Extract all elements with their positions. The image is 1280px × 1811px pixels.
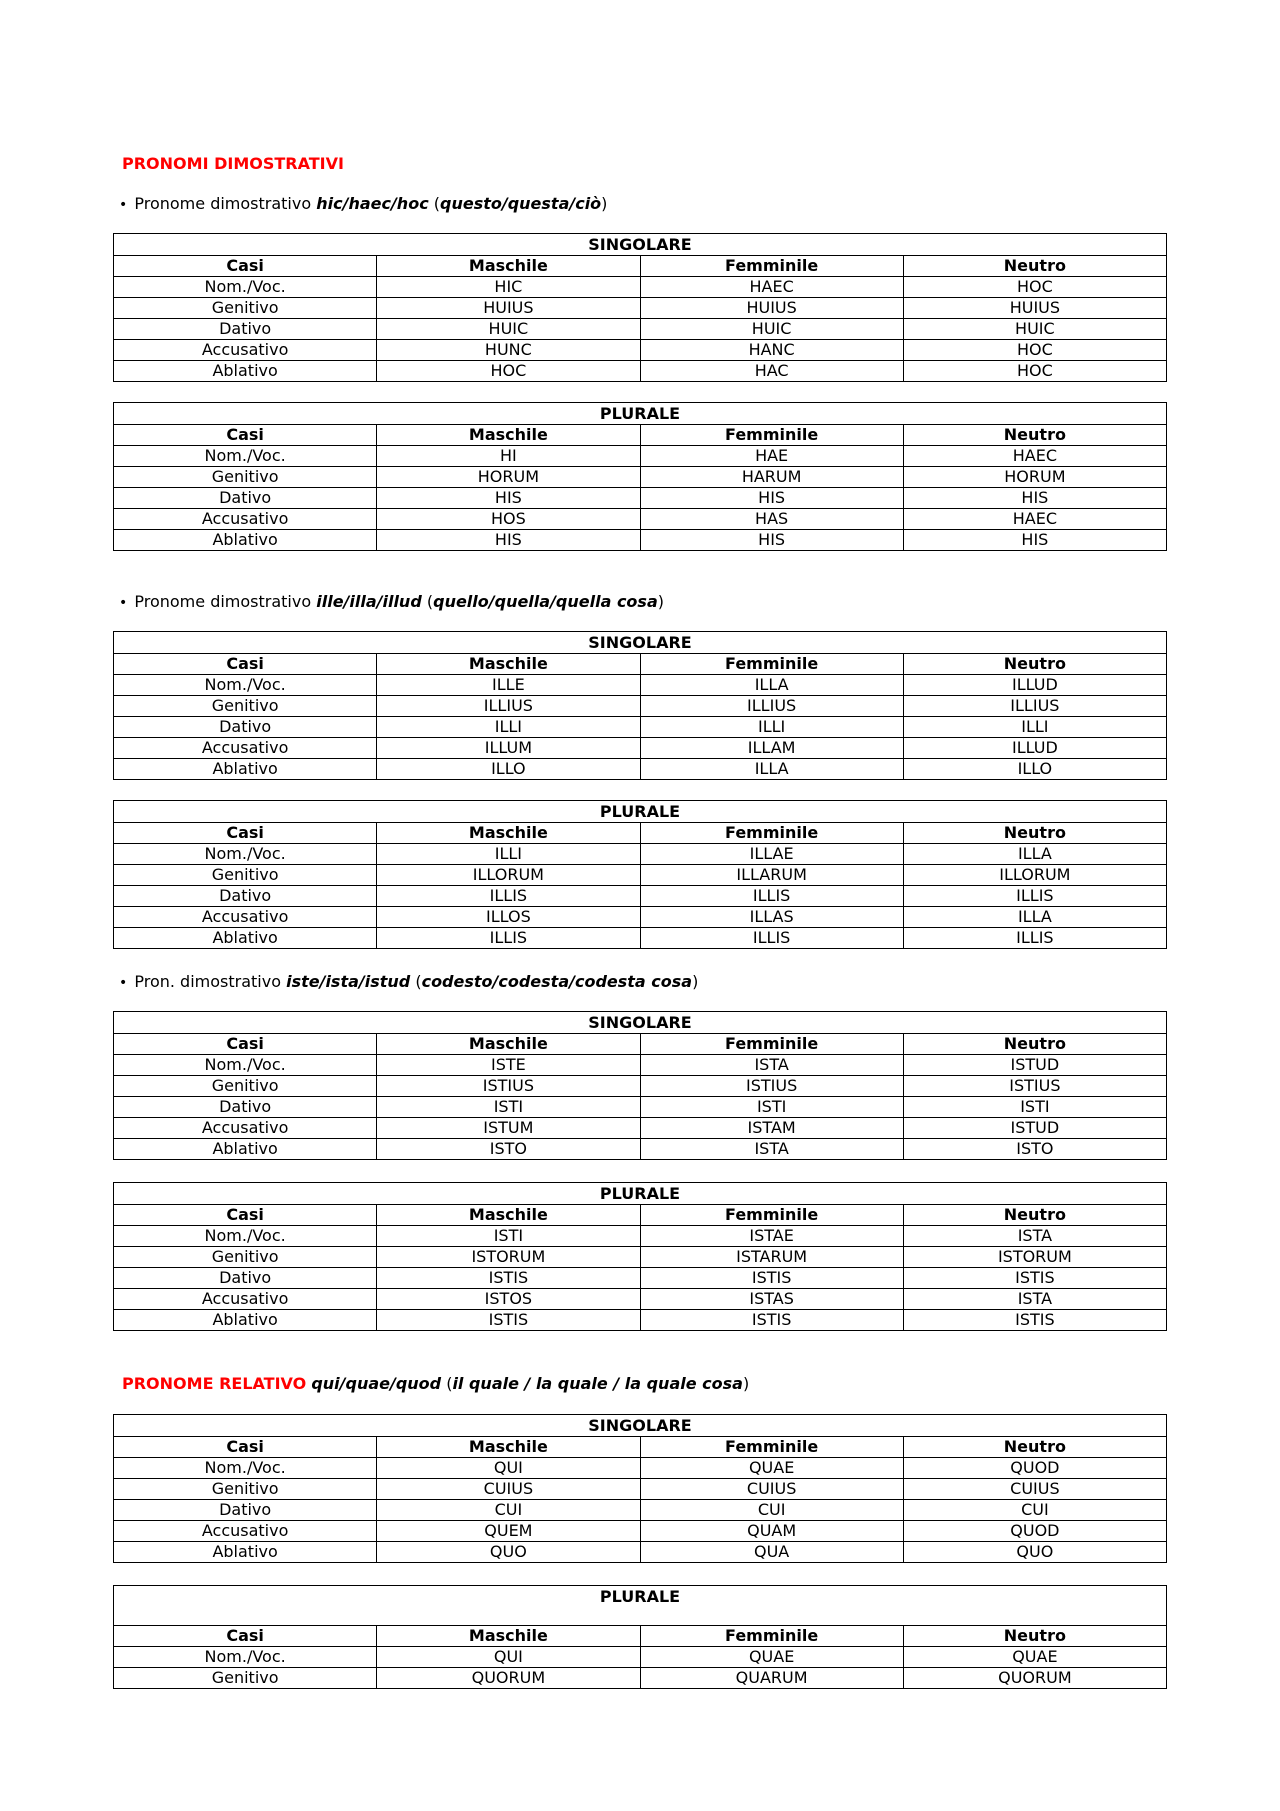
- table-row: [114, 1310, 1167, 1331]
- form-cell-femminile: ISTI: [640, 1097, 903, 1118]
- case-cell: Accusativo: [114, 340, 377, 361]
- form-cell-maschile: HOC: [377, 361, 640, 382]
- form-cell-femminile: ILLI: [640, 717, 903, 738]
- column-header-femminile: Femminile: [640, 1205, 903, 1226]
- column-header-maschile: Maschile: [377, 425, 640, 446]
- table-hic-singolare: [113, 233, 1167, 382]
- table-row: [114, 319, 1167, 340]
- case-cell: Dativo: [114, 1268, 377, 1289]
- column-header-neutro: Neutro: [903, 425, 1166, 446]
- form-cell-maschile: ISTOS: [377, 1289, 640, 1310]
- column-header-maschile: Maschile: [377, 823, 640, 844]
- form-cell-neutro: HUIC: [903, 319, 1166, 340]
- form-cell-neutro: CUI: [903, 1500, 1166, 1521]
- table-row: [114, 277, 1167, 298]
- column-header-femminile: Femminile: [640, 654, 903, 675]
- form-cell-maschile: ISTIS: [377, 1268, 640, 1289]
- number-header: PLURALE: [114, 1183, 1167, 1205]
- form-cell-maschile: ISTIS: [377, 1310, 640, 1331]
- form-cell-neutro: ISTIUS: [903, 1076, 1166, 1097]
- form-cell-femminile: ILLAS: [640, 907, 903, 928]
- form-cell-femminile: QUAE: [640, 1647, 903, 1668]
- table-row: [114, 1247, 1167, 1268]
- form-cell-maschile: HIS: [377, 530, 640, 551]
- case-cell: Accusativo: [114, 1521, 377, 1542]
- column-header-maschile: Maschile: [377, 654, 640, 675]
- table-row: [114, 696, 1167, 717]
- case-cell: Genitivo: [114, 1076, 377, 1097]
- form-cell-neutro: HIS: [903, 488, 1166, 509]
- form-cell-neutro: ILLIS: [903, 886, 1166, 907]
- column-header-neutro: Neutro: [903, 1437, 1166, 1458]
- form-cell-maschile: QUORUM: [377, 1668, 640, 1689]
- form-cell-neutro: QUAE: [903, 1647, 1166, 1668]
- table-hic-plurale: [113, 402, 1167, 551]
- number-header-row: [114, 632, 1167, 654]
- form-cell-femminile: HAE: [640, 446, 903, 467]
- column-header-row: [114, 654, 1167, 675]
- form-cell-neutro: ISTIS: [903, 1310, 1166, 1331]
- form-cell-neutro: HAEC: [903, 446, 1166, 467]
- case-cell: Genitivo: [114, 1479, 377, 1500]
- form-cell-femminile: ILLA: [640, 759, 903, 780]
- case-cell: Ablativo: [114, 1310, 377, 1331]
- form-cell-femminile: HAS: [640, 509, 903, 530]
- bullet-icon: •: [119, 197, 128, 213]
- table-row: [114, 865, 1167, 886]
- case-cell: Ablativo: [114, 928, 377, 949]
- column-header-casi: Casi: [114, 1626, 377, 1647]
- subheading-prefix: Pronome dimostrativo: [134, 194, 312, 213]
- case-cell: Genitivo: [114, 298, 377, 319]
- case-cell: Ablativo: [114, 361, 377, 382]
- form-cell-femminile: QUA: [640, 1542, 903, 1563]
- form-cell-femminile: HAEC: [640, 277, 903, 298]
- form-cell-femminile: ISTAE: [640, 1226, 903, 1247]
- form-cell-maschile: ILLO: [377, 759, 640, 780]
- form-cell-femminile: ILLA: [640, 675, 903, 696]
- column-header-femminile: Femminile: [640, 823, 903, 844]
- table-row: [114, 467, 1167, 488]
- form-cell-femminile: QUAE: [640, 1458, 903, 1479]
- table-row: [114, 759, 1167, 780]
- subheading-relative: PRONOME RELATIVO qui/quae/quod (il quale / la quale / la quale cosa): [122, 1374, 750, 1393]
- case-cell: Genitivo: [114, 1247, 377, 1268]
- form-cell-neutro: ISTI: [903, 1097, 1166, 1118]
- column-header-row: [114, 1034, 1167, 1055]
- subheading-prefix: Pron. dimostrativo: [134, 972, 281, 991]
- table-row: [114, 907, 1167, 928]
- form-cell-maschile: HIS: [377, 488, 640, 509]
- form-cell-neutro: ISTUD: [903, 1055, 1166, 1076]
- number-header-row: [114, 403, 1167, 425]
- bullet-icon: •: [119, 595, 128, 611]
- number-header-row: [114, 1415, 1167, 1437]
- table-row: [114, 488, 1167, 509]
- table-relative-plurale: [113, 1585, 1167, 1689]
- table-row: [114, 340, 1167, 361]
- number-header-row: [114, 801, 1167, 823]
- number-header: PLURALE: [114, 801, 1167, 823]
- table-relative-singolare: [113, 1414, 1167, 1563]
- form-cell-neutro: HIS: [903, 530, 1166, 551]
- form-cell-maschile: HUNC: [377, 340, 640, 361]
- number-header: SINGOLARE: [114, 1012, 1167, 1034]
- table-row: [114, 1289, 1167, 1310]
- form-cell-neutro: ISTO: [903, 1139, 1166, 1160]
- column-header-row: [114, 256, 1167, 277]
- form-cell-femminile: HUIC: [640, 319, 903, 340]
- table-row: [114, 717, 1167, 738]
- column-header-row: [114, 1205, 1167, 1226]
- form-cell-femminile: ISTIS: [640, 1268, 903, 1289]
- column-header-casi: Casi: [114, 654, 377, 675]
- column-header-maschile: Maschile: [377, 1626, 640, 1647]
- column-header-neutro: Neutro: [903, 1205, 1166, 1226]
- form-cell-neutro: HAEC: [903, 509, 1166, 530]
- relative-label: PRONOME RELATIVO: [122, 1374, 307, 1393]
- form-cell-neutro: QUO: [903, 1542, 1166, 1563]
- number-header: PLURALE: [114, 1586, 1167, 1626]
- table-row: [114, 928, 1167, 949]
- case-cell: Ablativo: [114, 759, 377, 780]
- number-header-row: [114, 1183, 1167, 1205]
- column-header-row: [114, 823, 1167, 844]
- case-cell: Nom./Voc.: [114, 1458, 377, 1479]
- column-header-row: [114, 1626, 1167, 1647]
- form-cell-neutro: HORUM: [903, 467, 1166, 488]
- subheading-prefix: Pronome dimostrativo: [134, 592, 312, 611]
- column-header-casi: Casi: [114, 1034, 377, 1055]
- case-cell: Dativo: [114, 717, 377, 738]
- table-row: [114, 1055, 1167, 1076]
- table-row: [114, 509, 1167, 530]
- table-row: [114, 1500, 1167, 1521]
- number-header-row: [114, 1012, 1167, 1034]
- column-header-maschile: Maschile: [377, 1437, 640, 1458]
- case-cell: Dativo: [114, 1097, 377, 1118]
- form-cell-femminile: CUI: [640, 1500, 903, 1521]
- column-header-maschile: Maschile: [377, 256, 640, 277]
- case-cell: Ablativo: [114, 530, 377, 551]
- table-row: [114, 361, 1167, 382]
- form-cell-neutro: HUIUS: [903, 298, 1166, 319]
- number-header-row: [114, 1586, 1167, 1626]
- form-cell-femminile: ISTA: [640, 1139, 903, 1160]
- case-cell: Accusativo: [114, 1289, 377, 1310]
- form-cell-neutro: ISTA: [903, 1289, 1166, 1310]
- column-header-row: [114, 1437, 1167, 1458]
- form-cell-neutro: ILLA: [903, 844, 1166, 865]
- number-header: SINGOLARE: [114, 1415, 1167, 1437]
- column-header-casi: Casi: [114, 425, 377, 446]
- form-cell-maschile: ILLI: [377, 844, 640, 865]
- table-row: [114, 886, 1167, 907]
- form-cell-neutro: CUIUS: [903, 1479, 1166, 1500]
- form-cell-maschile: ILLUM: [377, 738, 640, 759]
- table-row: [114, 1076, 1167, 1097]
- case-cell: Nom./Voc.: [114, 1055, 377, 1076]
- form-cell-maschile: HIC: [377, 277, 640, 298]
- form-cell-maschile: QUEM: [377, 1521, 640, 1542]
- form-cell-femminile: ISTA: [640, 1055, 903, 1076]
- table-row: [114, 298, 1167, 319]
- form-cell-maschile: ISTE: [377, 1055, 640, 1076]
- column-header-femminile: Femminile: [640, 1626, 903, 1647]
- form-cell-maschile: CUIUS: [377, 1479, 640, 1500]
- form-cell-femminile: HIS: [640, 530, 903, 551]
- pronoun-meaning: questo/questa/ciò: [440, 194, 602, 213]
- form-cell-maschile: ISTO: [377, 1139, 640, 1160]
- case-cell: Dativo: [114, 488, 377, 509]
- form-cell-neutro: ISTIS: [903, 1268, 1166, 1289]
- table-row: [114, 1268, 1167, 1289]
- pronoun-meaning: quello/quella/quella cosa: [433, 592, 658, 611]
- table-row: [114, 1521, 1167, 1542]
- table-row: [114, 844, 1167, 865]
- case-cell: Genitivo: [114, 1668, 377, 1689]
- form-cell-femminile: ISTIUS: [640, 1076, 903, 1097]
- form-cell-neutro: QUOD: [903, 1458, 1166, 1479]
- case-cell: Accusativo: [114, 1118, 377, 1139]
- form-cell-maschile: HUIUS: [377, 298, 640, 319]
- table-ille-plurale: [113, 800, 1167, 949]
- table-row: [114, 675, 1167, 696]
- form-cell-femminile: HARUM: [640, 467, 903, 488]
- number-header: SINGOLARE: [114, 632, 1167, 654]
- form-cell-femminile: QUAM: [640, 1521, 903, 1542]
- form-cell-femminile: HUIUS: [640, 298, 903, 319]
- case-cell: Ablativo: [114, 1542, 377, 1563]
- form-cell-femminile: QUARUM: [640, 1668, 903, 1689]
- table-row: [114, 1139, 1167, 1160]
- form-cell-maschile: ISTI: [377, 1226, 640, 1247]
- form-cell-neutro: ILLUD: [903, 675, 1166, 696]
- form-cell-maschile: ILLORUM: [377, 865, 640, 886]
- case-cell: Ablativo: [114, 1139, 377, 1160]
- form-cell-maschile: ISTUM: [377, 1118, 640, 1139]
- pronoun-meaning: codesto/codesta/codesta cosa: [421, 972, 693, 991]
- form-cell-neutro: ILLA: [903, 907, 1166, 928]
- form-cell-maschile: ILLIUS: [377, 696, 640, 717]
- table-row: [114, 1458, 1167, 1479]
- form-cell-neutro: HOC: [903, 340, 1166, 361]
- column-header-maschile: Maschile: [377, 1205, 640, 1226]
- column-header-casi: Casi: [114, 1437, 377, 1458]
- form-cell-femminile: HANC: [640, 340, 903, 361]
- case-cell: Accusativo: [114, 907, 377, 928]
- subheading-hic: • Pronome dimostrativo hic/haec/hoc (questo/questa/ciò): [119, 194, 608, 213]
- column-header-femminile: Femminile: [640, 1437, 903, 1458]
- table-ille-singolare: [113, 631, 1167, 780]
- column-header-casi: Casi: [114, 256, 377, 277]
- form-cell-neutro: HOC: [903, 361, 1166, 382]
- form-cell-femminile: ILLAE: [640, 844, 903, 865]
- table-row: [114, 738, 1167, 759]
- table-row: [114, 1542, 1167, 1563]
- form-cell-femminile: ISTAM: [640, 1118, 903, 1139]
- pronoun-forms: qui/quae/quod: [311, 1374, 442, 1393]
- column-header-row: [114, 425, 1167, 446]
- case-cell: Nom./Voc.: [114, 1647, 377, 1668]
- form-cell-femminile: ILLIUS: [640, 696, 903, 717]
- form-cell-femminile: ISTARUM: [640, 1247, 903, 1268]
- case-cell: Nom./Voc.: [114, 844, 377, 865]
- pronoun-meaning: il quale / la quale / la quale cosa: [452, 1374, 743, 1393]
- column-header-femminile: Femminile: [640, 425, 903, 446]
- form-cell-neutro: QUOD: [903, 1521, 1166, 1542]
- column-header-casi: Casi: [114, 1205, 377, 1226]
- form-cell-maschile: HI: [377, 446, 640, 467]
- number-header-row: [114, 234, 1167, 256]
- form-cell-neutro: ILLO: [903, 759, 1166, 780]
- form-cell-femminile: ILLARUM: [640, 865, 903, 886]
- form-cell-femminile: CUIUS: [640, 1479, 903, 1500]
- form-cell-maschile: QUI: [377, 1647, 640, 1668]
- table-row: [114, 530, 1167, 551]
- case-cell: Genitivo: [114, 467, 377, 488]
- form-cell-neutro: ILLIUS: [903, 696, 1166, 717]
- form-cell-maschile: ILLIS: [377, 886, 640, 907]
- form-cell-maschile: ILLI: [377, 717, 640, 738]
- case-cell: Genitivo: [114, 865, 377, 886]
- form-cell-maschile: QUI: [377, 1458, 640, 1479]
- column-header-femminile: Femminile: [640, 1034, 903, 1055]
- form-cell-femminile: ILLAM: [640, 738, 903, 759]
- column-header-casi: Casi: [114, 823, 377, 844]
- case-cell: Genitivo: [114, 696, 377, 717]
- table-row: [114, 1226, 1167, 1247]
- form-cell-neutro: ILLUD: [903, 738, 1166, 759]
- form-cell-maschile: ISTI: [377, 1097, 640, 1118]
- page-title: PRONOMI DIMOSTRATIVI: [122, 154, 344, 173]
- form-cell-femminile: ISTIS: [640, 1310, 903, 1331]
- table-row: [114, 1668, 1167, 1689]
- form-cell-femminile: ISTAS: [640, 1289, 903, 1310]
- form-cell-maschile: ILLOS: [377, 907, 640, 928]
- number-header: SINGOLARE: [114, 234, 1167, 256]
- column-header-neutro: Neutro: [903, 823, 1166, 844]
- column-header-neutro: Neutro: [903, 1626, 1166, 1647]
- table-row: [114, 1647, 1167, 1668]
- column-header-maschile: Maschile: [377, 1034, 640, 1055]
- form-cell-neutro: ISTA: [903, 1226, 1166, 1247]
- form-cell-femminile: ILLIS: [640, 928, 903, 949]
- form-cell-maschile: HORUM: [377, 467, 640, 488]
- case-cell: Nom./Voc.: [114, 446, 377, 467]
- form-cell-neutro: ILLORUM: [903, 865, 1166, 886]
- table-iste-singolare: [113, 1011, 1167, 1160]
- form-cell-maschile: ISTIUS: [377, 1076, 640, 1097]
- form-cell-maschile: CUI: [377, 1500, 640, 1521]
- pronoun-forms: hic/haec/hoc: [316, 194, 429, 213]
- case-cell: Nom./Voc.: [114, 675, 377, 696]
- table-iste-plurale: [113, 1182, 1167, 1331]
- bullet-icon: •: [119, 975, 128, 991]
- form-cell-neutro: ILLIS: [903, 928, 1166, 949]
- case-cell: Nom./Voc.: [114, 277, 377, 298]
- subheading-ille: • Pronome dimostrativo ille/illa/illud (quello/quella/quella cosa): [119, 592, 664, 611]
- subheading-iste: • Pron. dimostrativo iste/ista/istud (codesto/codesta/codesta cosa): [119, 972, 699, 991]
- case-cell: Dativo: [114, 1500, 377, 1521]
- form-cell-maschile: HUIC: [377, 319, 640, 340]
- pronoun-forms: ille/illa/illud: [316, 592, 422, 611]
- column-header-neutro: Neutro: [903, 1034, 1166, 1055]
- form-cell-maschile: ILLIS: [377, 928, 640, 949]
- form-cell-neutro: ISTUD: [903, 1118, 1166, 1139]
- table-row: [114, 1118, 1167, 1139]
- column-header-neutro: Neutro: [903, 256, 1166, 277]
- table-row: [114, 1097, 1167, 1118]
- form-cell-femminile: HAC: [640, 361, 903, 382]
- form-cell-maschile: ISTORUM: [377, 1247, 640, 1268]
- form-cell-neutro: ILLI: [903, 717, 1166, 738]
- form-cell-maschile: QUO: [377, 1542, 640, 1563]
- form-cell-neutro: ISTORUM: [903, 1247, 1166, 1268]
- table-row: [114, 446, 1167, 467]
- form-cell-femminile: HIS: [640, 488, 903, 509]
- case-cell: Accusativo: [114, 509, 377, 530]
- column-header-neutro: Neutro: [903, 654, 1166, 675]
- case-cell: Dativo: [114, 886, 377, 907]
- form-cell-neutro: QUORUM: [903, 1668, 1166, 1689]
- form-cell-maschile: ILLE: [377, 675, 640, 696]
- case-cell: Nom./Voc.: [114, 1226, 377, 1247]
- form-cell-neutro: HOC: [903, 277, 1166, 298]
- pronoun-forms: iste/ista/istud: [286, 972, 411, 991]
- form-cell-maschile: HOS: [377, 509, 640, 530]
- case-cell: Dativo: [114, 319, 377, 340]
- case-cell: Accusativo: [114, 738, 377, 759]
- table-row: [114, 1479, 1167, 1500]
- form-cell-femminile: ILLIS: [640, 886, 903, 907]
- number-header: PLURALE: [114, 403, 1167, 425]
- column-header-femminile: Femminile: [640, 256, 903, 277]
